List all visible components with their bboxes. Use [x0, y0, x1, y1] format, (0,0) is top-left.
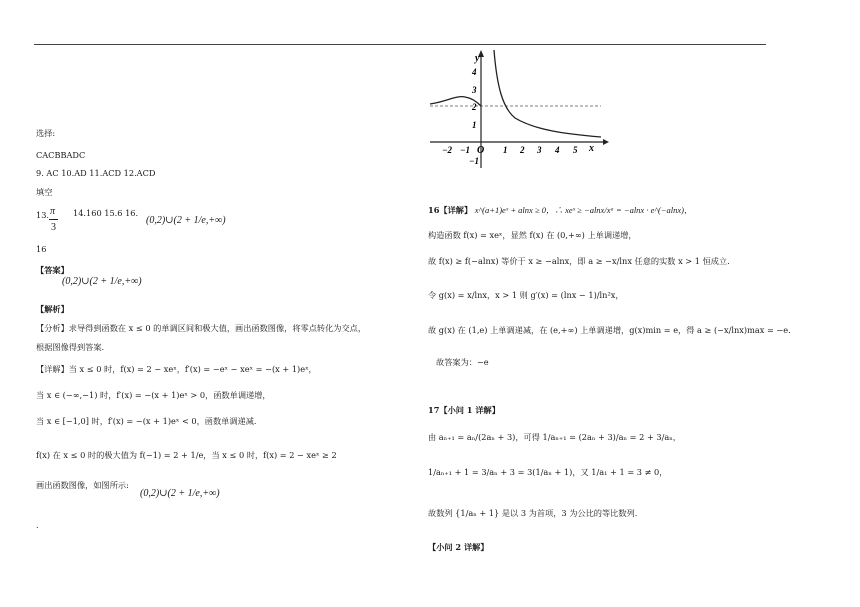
q14-15-answers: 14.160 15.6 16.: [73, 208, 139, 218]
q13-number: 13.: [36, 210, 50, 220]
q17-line-3: 故数列 {1/aₙ + 1} 是以 3 为首项，3 为公比的等比数列.: [428, 508, 638, 518]
q17-line-2: 1/aₙ₊₁ + 1 = 3/aₙ + 3 = 3(1/aₙ + 1)，又 1/a₁ + 1 = 3 ≠ 0，: [428, 467, 668, 477]
trailing-dot: .: [36, 520, 39, 530]
y-axis-label: y: [475, 53, 480, 64]
x-axis-label: x: [589, 143, 594, 154]
q16-detail-line-1: [428, 205, 692, 216]
analysis-line-1: 【分析】求导得到函数在 x ≤ 0 的单调区间和极大值，画出函数图像，将零点转化为交点，: [36, 323, 367, 333]
q16-detail-line-5: 故 g(x) 在 (1,e) 上单调递减，在 (e,+∞) 上单调递增，g(x)min = e，得 a ≥ (−x/lnx)max = −e.: [428, 325, 791, 335]
x-tick-1: 1: [503, 145, 508, 155]
y-tick-neg1: −1: [469, 156, 479, 166]
q13-denominator: 3: [51, 222, 56, 233]
q16-detail-line-3: 故 f(x) ≥ f(−alnx) 等价于 x ≥ −alnx，即 a ≥ −x/lnx 任意的实数 x > 1 恒成立.: [428, 256, 730, 266]
analysis-tag: 【解析】: [36, 304, 69, 314]
multi-choice-answers: 9. AC 10.AD 11.ACD 12.ACD: [36, 168, 156, 178]
q16-final-answer: 故答案为：−e: [436, 357, 489, 367]
detail-line-5: 画出函数图像，如图所示:: [36, 480, 129, 490]
final-expression: (0,2)∪(2 + 1/e,+∞): [140, 488, 220, 499]
detail-line-3: 当 x ∈ [−1,0] 时，f′(x) = −(x + 1)eˣ < 0，函数单调递减.: [36, 416, 257, 426]
q16-number: 16: [36, 244, 47, 254]
y-tick-1: 1: [472, 120, 477, 130]
detail-line-4: f(x) 在 x ≤ 0 时的极大值为 f(−1) = 2 + 1/e，当 x ≤ 0 时，f(x) = 2 − xeˣ ≥ 2: [36, 450, 337, 460]
y-tick-4: 4: [472, 67, 477, 77]
y-tick-2: 2: [472, 102, 477, 112]
y-tick-3: 3: [472, 85, 477, 95]
x-tick-3: 3: [537, 145, 542, 155]
origin-label: O: [477, 145, 485, 156]
curve-right-branch: [494, 50, 601, 137]
fill-blank-label: 填空: [36, 187, 53, 197]
function-graph: [425, 48, 610, 173]
q16-detail-line-4: 令 g(x) = x/lnx，x > 1 则 g′(x) = (lnx − 1)/ln²x，: [428, 290, 624, 300]
x-tick-5: 5: [573, 145, 578, 155]
q16-detail-line-2: 构造函数 f(x) = xeˣ，显然 f(x) 在 (0,+∞) 上单调递增，: [428, 230, 637, 240]
q17-part2-tag: 【小问 2 详解】: [428, 542, 489, 552]
q17-line-1: 由 aₙ₊₁ = aₙ/(2aₙ + 3)，可得 1/aₙ₊₁ = (2aₙ + 3)/aₙ = 2 + 3/aₙ，: [428, 432, 681, 442]
q13-fraction-bar: [49, 219, 58, 220]
answer-expression: (0,2)∪(2 + 1/e,+∞): [62, 276, 142, 287]
x-axis-arrow: [603, 139, 609, 145]
x-tick-neg2: −2: [442, 145, 452, 155]
analysis-line-2: 根据图像得到答案.: [36, 342, 105, 352]
q17-part1-tag: 17【小问 1 详解】: [428, 405, 500, 415]
q16-answer-short: (0,2)∪(2 + 1/e,+∞): [146, 215, 226, 226]
choice-label: 选择:: [36, 128, 56, 138]
detail-line-2: 当 x ∈ (−∞,−1) 时，f′(x) = −(x + 1)eˣ > 0，函数单调递增，: [36, 390, 271, 400]
q13-pi: π: [50, 206, 56, 217]
q16-detail-expr-1: x^(a+1)eˣ + alnx ≥ 0，∴ xeˣ ≥ −alnx/xᵃ = −alnx · e^(−alnx)，: [474, 205, 693, 215]
x-tick-neg1: −1: [460, 145, 470, 155]
choice-answers: CACBBADC: [36, 150, 86, 160]
x-tick-4: 4: [555, 145, 560, 155]
page-top-rule: [34, 44, 766, 45]
q16-detail-tag: 16【详解】: [428, 205, 473, 215]
detail-line-1: 【详解】当 x ≤ 0 时，f(x) = 2 − xeˣ，f′(x) = −eˣ − xeˣ = −(x + 1)eˣ，: [36, 364, 317, 374]
x-tick-2: 2: [520, 145, 525, 155]
answer-tag: 【答案】: [36, 265, 69, 275]
